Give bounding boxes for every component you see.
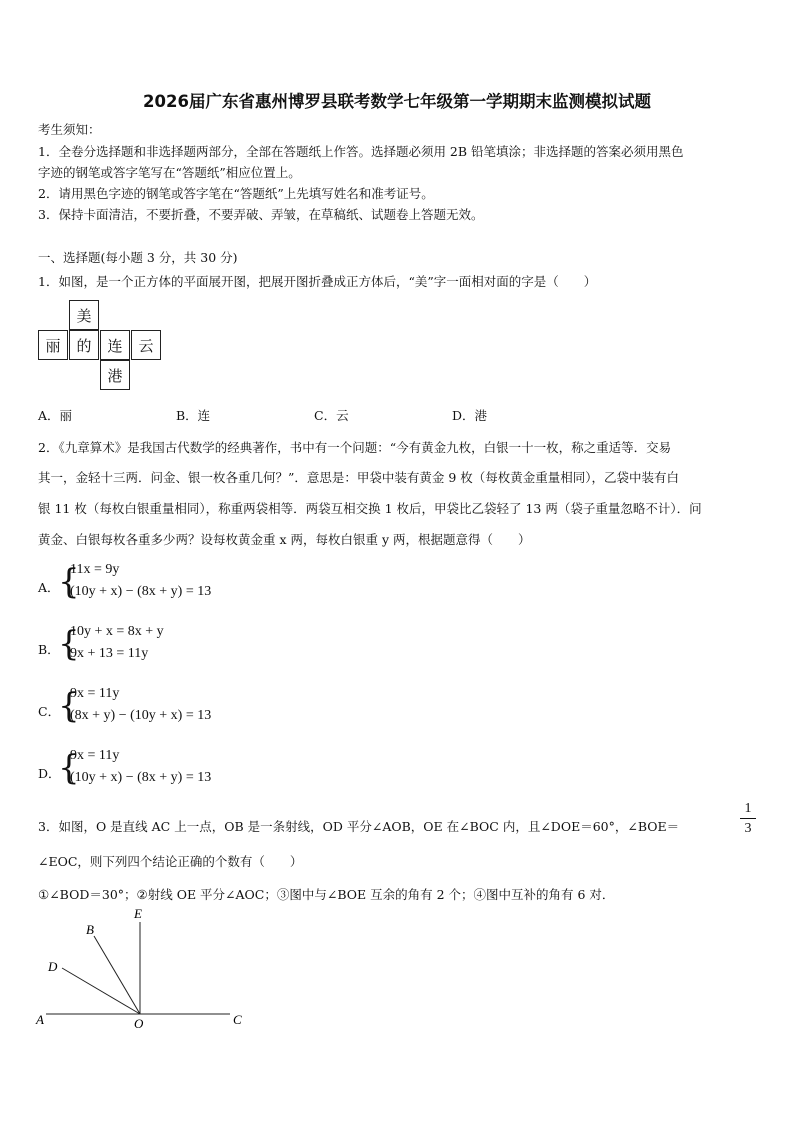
q2-option-d-system [58,748,258,792]
question-1-stem: 1．如图，是一个正方体的平面展开图，把展开图折叠成正方体后，“美”字一面相对面的字是（ ） [38,274,597,289]
question-2-line-3: 银 11 枚（每枚白银重量相同），称重两袋相等．两袋互相交换 1 枚后，甲袋比乙袋轻了 13 两（袋子重量忽略不计）．问 [38,501,702,516]
q2-option-b-system [58,624,258,668]
question-2-line-2: 其一，金轻十三两．问金、银一枚各重几何？”．意思是：甲袋中装有黄金 9 枚（每枚黄金重量相同），乙袋中装有白 [38,470,680,485]
q2-c-eq2: (8x + y) − (10y + x) = 13 [70,708,212,723]
q2-d-eq2: (10y + x) − (8x + y) = 13 [70,770,212,785]
brace-icon: { [58,686,80,726]
ray-ob [94,936,140,1014]
label-d: D [48,959,58,974]
q2-option-c-label: C． [38,704,61,719]
q2-a-eq1: 11x = 9y [70,562,120,577]
q1-option-b: B．连 [176,408,211,423]
net-cell-mei: 美 [69,300,99,330]
page-title: 2026届广东省惠州博罗县联考数学七年级第一学期期末监测模拟试题 [143,92,651,111]
q2-d-eq1: 9x = 11y [70,748,120,763]
q2-option-b-label: B． [38,642,60,657]
question-2-line-4: 黄金、白银每枚各重多少两？设每枚黄金重 x 两，每枚白银重 y 两，根据题意得（ ） [38,532,531,547]
notice-item-2: 2．请用黑色字迹的钢笔或答字笔在“答题纸”上先填写姓名和准考证号。 [38,186,434,201]
net-cell-gang: 港 [100,360,130,390]
q2-a-eq2: (10y + x) − (8x + y) = 13 [70,584,212,599]
q2-option-c-system [58,686,258,730]
q1-option-a: A．丽 [38,408,73,423]
label-o: O [134,1016,144,1031]
q2-option-a-system [58,562,258,606]
question-3-line-2: ∠EOC，则下列四个结论正确的个数有（ ） [38,854,303,869]
question-3-line-3: ①∠BOD＝30°；②射线 OE 平分∠AOC；③图中与∠BOE 互余的角有 2 个；④图中互补的角有 6 对． [38,887,615,902]
label-e: E [134,906,142,921]
question-3-line-1: 3．如图，O 是直线 AC 上一点，OB 是一条射线，OD 平分∠AOB，OE 在∠BOC 内，且∠DOE＝60°，∠BOE＝ [38,819,680,834]
fraction-numerator: 1 [740,800,756,819]
q1-option-d: D．港 [452,408,488,423]
brace-icon: { [58,562,80,602]
net-cell-yun: 云 [131,330,161,360]
section-heading: 一、选择题(每小题 3 分，共 30 分) [38,250,238,265]
fraction-one-third [740,800,756,839]
notice-heading: 考生须知： [38,122,101,137]
angle-figure [30,900,260,1040]
q1-option-c: C．云 [314,408,349,423]
label-b: B [86,922,94,937]
q2-option-a-label: A． [38,580,60,595]
notice-item-3: 3．保持卡面清洁，不要折叠，不要弄破、弄皱，在草稿纸、试题卷上答题无效。 [38,207,484,222]
ray-od [62,968,140,1014]
q2-b-eq1: 10y + x = 8x + y [70,624,164,639]
net-cell-de: 的 [69,330,99,360]
label-c: C [233,1012,242,1027]
label-a: A [36,1012,44,1027]
net-cell-lian: 连 [100,330,130,360]
brace-icon: { [58,624,80,664]
q2-c-eq1: 9x = 11y [70,686,120,701]
brace-icon: { [58,748,80,788]
fraction-denominator: 3 [744,821,752,836]
q2-option-d-label: D． [38,766,61,781]
notice-item-1-line-2: 字迹的钢笔或答字笔写在“答题纸”相应位置上。 [38,165,301,180]
cube-net-figure [38,300,162,392]
question-2-line-1: 2．《九章算术》是我国古代数学的经典著作，书中有一个问题：“今有黄金九枚，白银一十一枚，称之重适等．交易 [38,440,672,455]
net-cell-li: 丽 [38,330,68,360]
q2-b-eq2: 9x + 13 = 11y [70,646,149,661]
notice-item-1-line-1: 1．全卷分选择题和非选择题两部分，全部在答题纸上作答。选择题必须用 2B 铅笔填涂；非选择题的答案必须用黑色 [38,144,684,159]
